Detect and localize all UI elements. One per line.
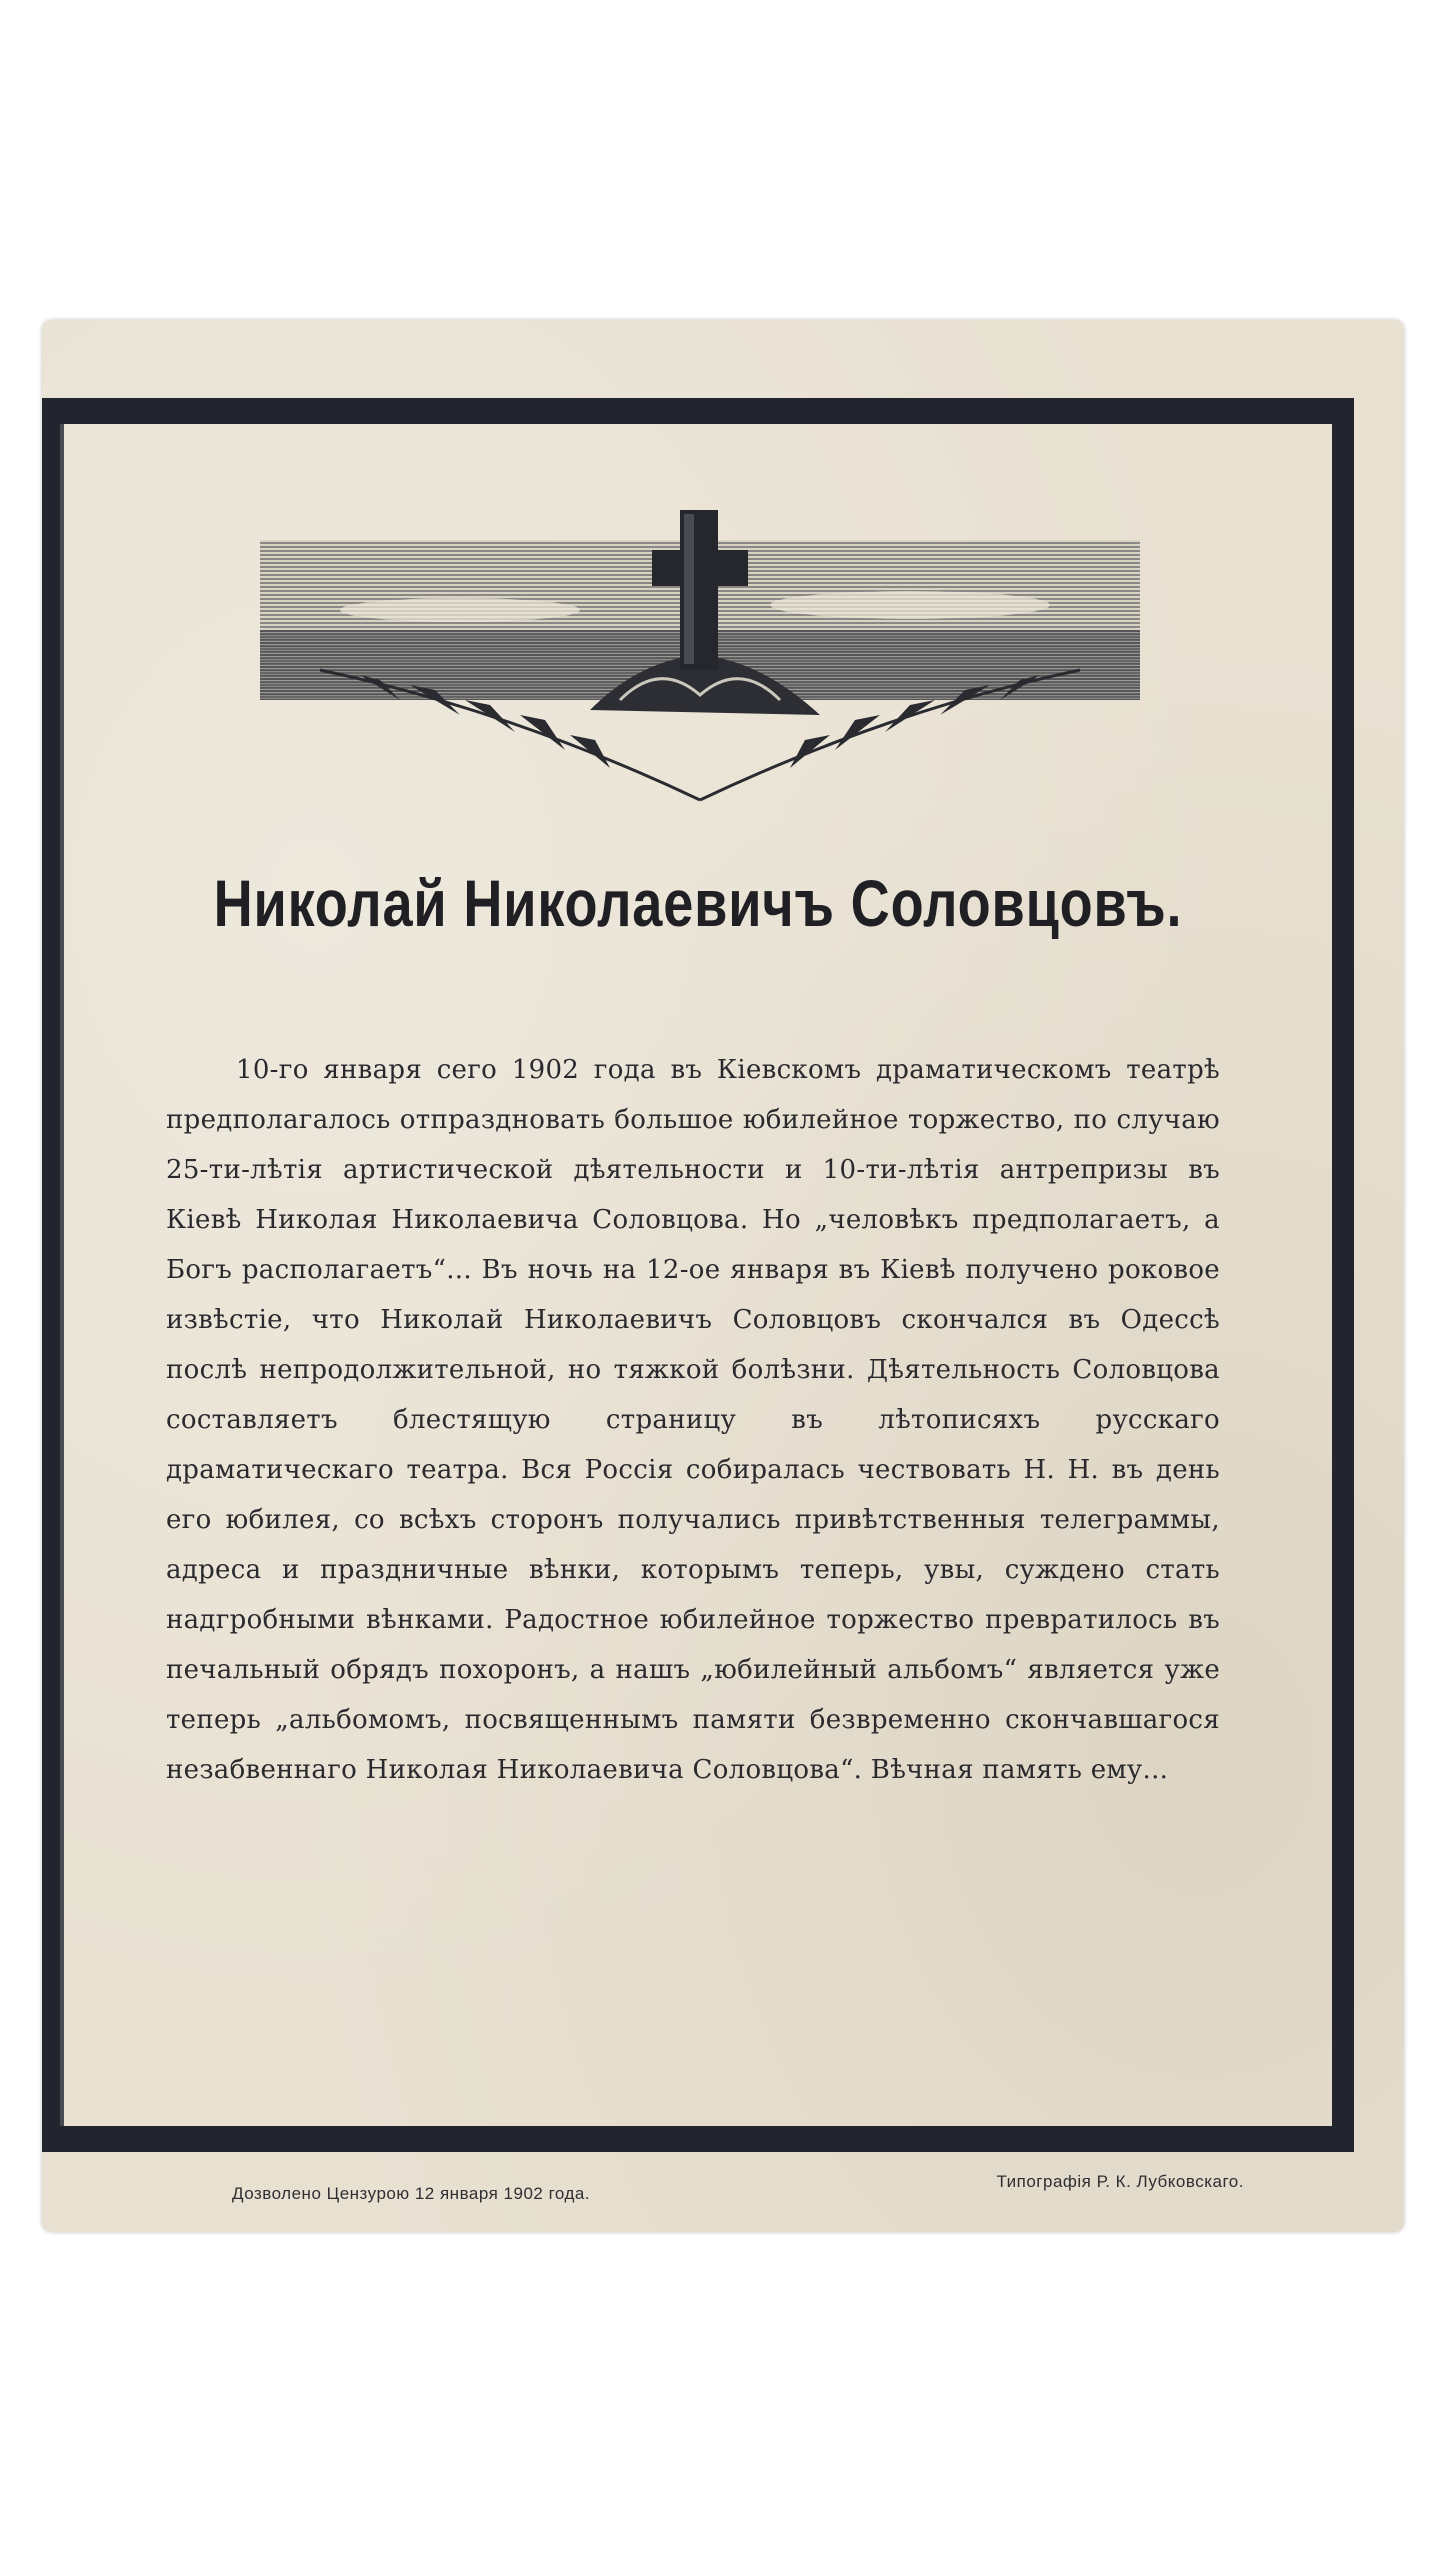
cross-engraving-icon — [260, 510, 1140, 810]
page-title: Николай Николаевичъ Соловцовъ. — [213, 866, 1183, 940]
printer-note: Типографiя Р. К. Лубковскаго. — [996, 2172, 1244, 2191]
censorship-note: Дозволено Цензурою 12 января 1902 года. — [232, 2184, 591, 2203]
obituary-text: 10-го января сего 1902 года въ Кiевскомъ драматическомъ театрѣ предполагалось отпраздновать большое юбилейное торжество, по случаю 25-ти-лѣтiя артистической дѣятельности и 10-ти-лѣтiя антрепризы въ Кiевѣ Николая Николаевича Соловцова. Но „человѣкъ предполагаетъ, а Богъ располагаетъ“... Въ ночь на 12-ое января въ Кiевѣ получено роковое извѣстiе, что Николай Николаевичъ Соловцовъ скончался въ Одессѣ послѣ непродолжительной, но тяжкой болѣзни. Дѣятельность Соловцова составляетъ блестящую страницу въ лѣтописяхъ русскаго драматическаго театра. Вся Россiя собиралась чествовать Н. Н. въ день его юбилея, со всѣхъ сторонъ получались привѣтственныя телеграммы, адреса и праздничные вѣнки, которымъ теперь, увы, суждено стать надгробными вѣнками. Радостное юбилейное торжество превратилось въ печальный обрядъ похоронъ, а нашъ „юбилейный альбомъ“ является уже теперь „альбомомъ, посвященнымъ памяти безвременно скончавшагося незабвеннаго Николая Николаевича Соловцова“. Вѣчная память ему... — [166, 1055, 1220, 1785]
document-sheet — [42, 320, 1404, 2232]
